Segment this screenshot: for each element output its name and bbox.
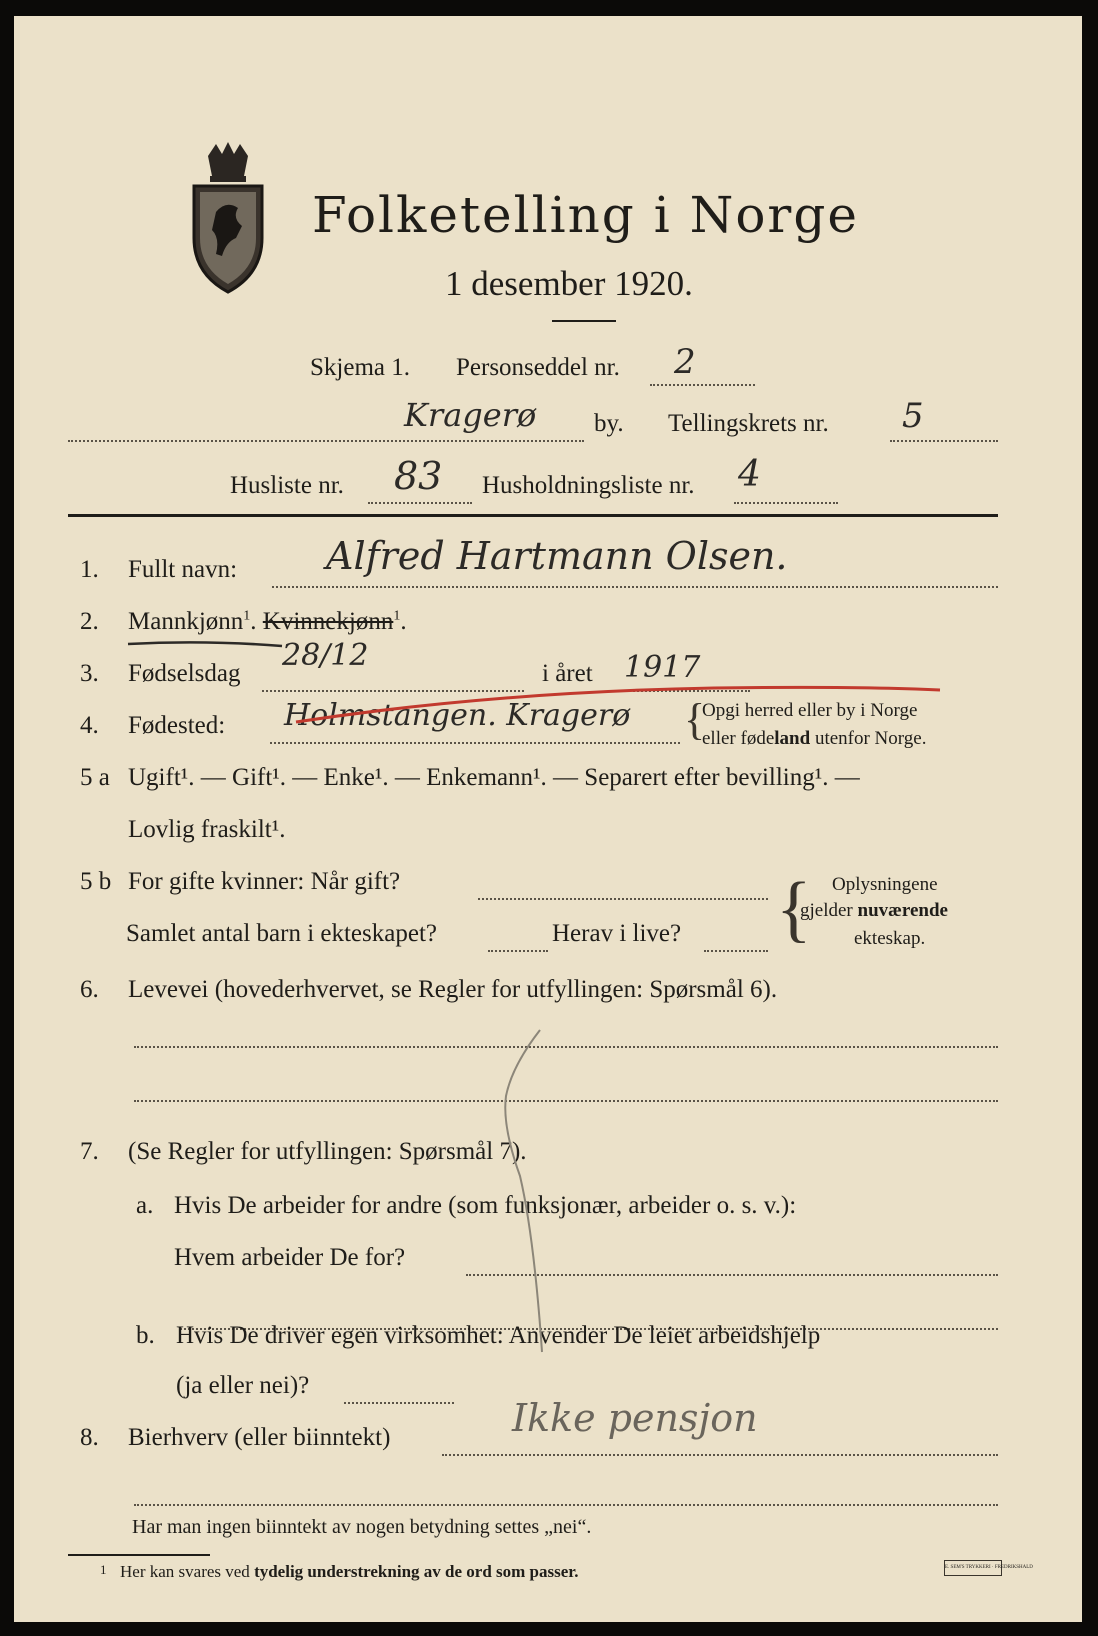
full-name-value[interactable]: Alfred Hartmann Olsen. — [326, 534, 788, 578]
tellingskrets-value[interactable]: 5 — [902, 396, 924, 436]
male-option[interactable]: Mannkjønn — [128, 608, 244, 635]
birthplace-value[interactable]: Holmstangen. Kragerø — [284, 698, 631, 733]
q5a-options[interactable]: Ugift¹. — Gift¹. — Enke¹. — Enkemann¹. — Separert efter bevilling¹. — — [128, 764, 860, 791]
q5b-note-line2: gjelder nuværende — [800, 900, 948, 921]
q6-line2 — [134, 1100, 998, 1102]
place-line — [68, 440, 584, 442]
q4-bracket: { — [684, 695, 706, 744]
q6-line1 — [134, 1046, 998, 1048]
q5b-bracket: { — [776, 868, 812, 950]
q5b-note-line1: Oplysningene — [832, 874, 938, 895]
q7b-letter: b. — [136, 1322, 155, 1349]
q7-label: (Se Regler for utfyllingen: Spørsmål 7). — [128, 1138, 527, 1165]
q8-note: Har man ingen biinntekt av nogen betydning settes „nei“. — [132, 1516, 592, 1538]
census-date: 1 desember 1920. — [445, 264, 693, 303]
q1-line — [272, 586, 998, 588]
husholdningsliste-value[interactable]: 4 — [738, 454, 761, 495]
pencil-stroke-mark — [494, 1026, 564, 1356]
q5a-number: 5 a — [80, 764, 110, 791]
norwegian-coat-of-arms-icon — [186, 142, 270, 294]
schema-label: Skjema 1. — [310, 354, 410, 381]
birth-day-value[interactable]: 28/12 — [282, 638, 369, 673]
side-income-value[interactable]: Ikke pensjon — [512, 1396, 758, 1440]
q5b-married-when: For gifte kvinner: Når gift? — [128, 868, 401, 895]
q5b-number: 5 b — [80, 868, 112, 895]
form-title: Folketelling i Norge — [312, 186, 859, 244]
q7a-letter: a. — [136, 1192, 154, 1219]
q8-label: Bierhverv (eller biinntekt) — [128, 1424, 391, 1451]
q7-number: 7. — [80, 1138, 99, 1165]
q8-line — [442, 1454, 998, 1456]
husholdningsliste-label: Husholdningsliste nr. — [482, 472, 695, 499]
census-form-page — [14, 16, 1082, 1622]
q1-number: 1. — [80, 556, 99, 583]
q5b-children-label: Samlet antal barn i ekteskapet? — [126, 920, 437, 947]
q3-year-label: i året — [542, 660, 593, 687]
printer-stamp: E. SEM'S TRYKKERI · FREDRIKSHALD — [944, 1560, 1002, 1576]
male-underline-mark — [126, 638, 286, 650]
q3-number: 3. — [80, 660, 99, 687]
q7b-line2: (ja eller nei)? — [176, 1372, 310, 1399]
q5a-options-line2[interactable]: Lovlig fraskilt¹. — [128, 816, 286, 843]
tellingskrets-line — [890, 440, 998, 442]
q6-label: Levevei (hovederhvervet, se Regler for utfyllingen: Spørsmål 6). — [128, 976, 778, 1003]
husliste-line — [368, 502, 472, 504]
q5b-children-line — [488, 950, 548, 952]
q7b-line1: Hvis De driver egen virksomhet: Anvender De leiet arbeidshjelp — [176, 1322, 821, 1349]
q4-note-line1: Opgi herred eller by i Norge — [702, 700, 918, 721]
header-rule — [68, 514, 998, 517]
female-option[interactable]: Kvinnekjønn — [262, 608, 394, 635]
birth-year-value[interactable]: 1917 — [624, 650, 701, 685]
q4-line — [270, 742, 680, 744]
q2-number: 2. — [80, 608, 99, 635]
by-label: by. — [594, 410, 624, 437]
q2-sex-options: Mannkjønn$^1$. Kvinnekjønn$^1$. — [128, 608, 407, 635]
q8-line2 — [134, 1504, 998, 1506]
q4-note-line2: eller fødeland utenfor Norge. — [702, 728, 927, 749]
personseddel-line — [650, 384, 755, 386]
footnote-rule — [68, 1554, 210, 1556]
tellingskrets-label: Tellingskrets nr. — [668, 410, 829, 437]
q5b-married-line — [478, 898, 768, 900]
q7b-answer-line — [344, 1402, 454, 1404]
personseddel-label: Personseddel nr. — [456, 354, 620, 381]
q5b-alive-line — [704, 950, 768, 952]
husliste-value[interactable]: 83 — [394, 454, 443, 498]
footnote-text: Her kan svares ved tydelig understrekning av de ord som passer. — [120, 1562, 579, 1581]
husholdningsliste-line — [734, 502, 838, 504]
footnote-marker: 1 — [100, 1562, 107, 1577]
q4-label: Fødested: — [128, 712, 226, 739]
q5b-alive-label: Herav i live? — [552, 920, 682, 947]
q5b-note-line3: ekteskap. — [854, 928, 926, 949]
title-divider — [552, 320, 616, 322]
q3-label: Fødselsdag — [128, 660, 241, 687]
q7a-line1: Hvis De arbeider for andre (som funksjonær, arbeider o. s. v.): — [174, 1192, 797, 1219]
q1-label: Fullt navn: — [128, 556, 238, 583]
q4-number: 4. — [80, 712, 99, 739]
personseddel-value[interactable]: 2 — [674, 342, 696, 382]
q7a-line2: Hvem arbeider De for? — [174, 1244, 406, 1271]
q8-number: 8. — [80, 1424, 99, 1451]
husliste-label: Husliste nr. — [230, 472, 344, 499]
q6-number: 6. — [80, 976, 99, 1003]
place-value[interactable]: Kragerø — [404, 396, 537, 434]
